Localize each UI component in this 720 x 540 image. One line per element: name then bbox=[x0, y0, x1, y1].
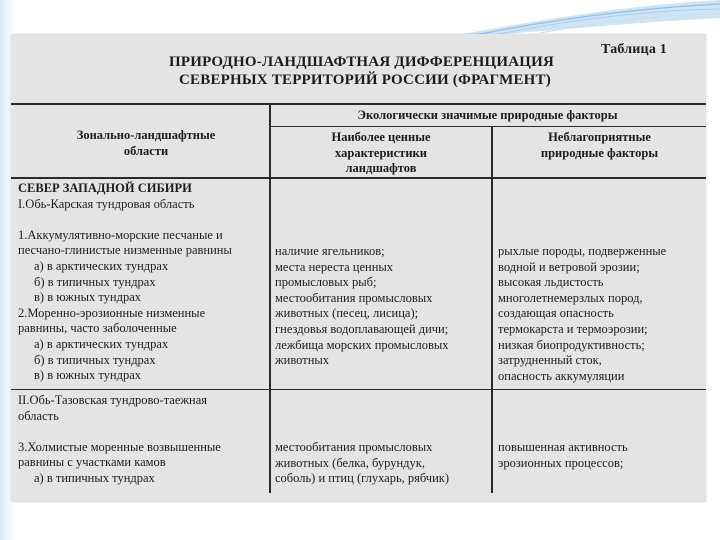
header-bottom-rule bbox=[11, 177, 706, 179]
header-col-adverse-line-2: природные факторы bbox=[540, 145, 659, 160]
adverse-1-line: термокарста и термоэрозии; bbox=[498, 321, 648, 336]
adverse-1-line: опасность аккумуляции bbox=[498, 368, 625, 383]
item-2-sub-b: б) в типичных тундрах bbox=[34, 352, 156, 367]
area-1-heading: I.Обь-Карская тундровая область bbox=[18, 196, 195, 211]
adverse-1-line: низкая биопродуктивность; bbox=[498, 337, 645, 352]
header-col-valuable bbox=[271, 130, 491, 177]
valuable-1-line: местообитания промысловых bbox=[275, 290, 433, 305]
valuable-2-line: животных (белка, бурундук, bbox=[275, 455, 425, 470]
item-3-sub-a: а) в типичных тундрах bbox=[34, 470, 155, 485]
item-1-sub-a: а) в арктических тундрах bbox=[34, 258, 169, 273]
section2-valuable-cell bbox=[275, 440, 449, 487]
scanned-table-page bbox=[11, 34, 706, 502]
header-col-adverse bbox=[493, 130, 706, 161]
item-2-sub-a: а) в арктических тундрах bbox=[34, 336, 169, 351]
header-col-zones bbox=[41, 128, 251, 159]
section2-adverse-cell bbox=[498, 440, 628, 471]
table-number: Таблица 1 bbox=[601, 42, 667, 57]
area-2-heading-line-2: область bbox=[18, 408, 59, 423]
adverse-1-line: водной и ветровой эрозии; bbox=[498, 259, 640, 274]
adverse-1-line: затрудненный сток, bbox=[498, 353, 602, 368]
valuable-1-line: гнездовья водоплавающей дичи; bbox=[275, 321, 449, 336]
valuable-2-line: местообитания промысловых bbox=[275, 440, 433, 454]
area-2-heading-line-1: II.Обь-Тазовская тундрово-таежная bbox=[18, 393, 208, 407]
adverse-1-line: создающая опасность bbox=[498, 306, 614, 321]
valuable-2-line: соболь) и птиц (глухарь, рябчик) bbox=[275, 471, 450, 486]
item-3-line-1: 3.Холмистые моренные возвышенные bbox=[18, 439, 221, 454]
valuable-1-line: животных bbox=[275, 353, 330, 368]
item-2-sub-c: в) в южных тундрах bbox=[34, 368, 141, 383]
item-1-sub-c: в) в южных тундрах bbox=[34, 290, 141, 305]
header-col-zones-line-1: Зонально-ландшафтные bbox=[76, 128, 216, 142]
valuable-1-line: промысловых рыб; bbox=[275, 275, 377, 290]
header-col-valuable-line-2: характеристики bbox=[335, 145, 427, 160]
item-2-line-2: равнины, часто заболоченные bbox=[18, 321, 177, 336]
table-title-line-1: ПРИРОДНО-ЛАНДШАФТНАЯ ДИФФЕРЕНЦИАЦИЯ bbox=[169, 54, 555, 70]
valuable-1-line: лежбища морских промысловых bbox=[275, 337, 449, 352]
item-3-line-2: равнины с участками камов bbox=[18, 455, 166, 470]
valuable-1-line: животных (песец, лисица); bbox=[275, 306, 419, 321]
header-col-adverse-line-1: Неблагоприятные bbox=[548, 130, 651, 144]
table-border-top bbox=[11, 103, 706, 105]
adverse-1-line: многолетнемерзлых пород, bbox=[498, 290, 643, 305]
section-divider bbox=[11, 389, 706, 390]
item-1-line-2: песчано-глинистые низменные равнины bbox=[18, 243, 232, 258]
header-group-factors: Экологически значимые природные факторы bbox=[357, 108, 618, 122]
header-col-zones-line-2: области bbox=[123, 143, 169, 158]
valuable-1-line: наличие ягельников; bbox=[275, 244, 385, 258]
item-1-sub-b: б) в типичных тундрах bbox=[34, 274, 156, 289]
section1-zones-cell bbox=[18, 181, 232, 384]
adverse-2-line: повышенная активность bbox=[498, 440, 628, 454]
valuable-1-line: места нереста ценных bbox=[275, 259, 394, 274]
adverse-1-line: рыхлые породы, подверженные bbox=[498, 244, 667, 258]
section2-zones-cell bbox=[18, 393, 221, 487]
section1-adverse-cell bbox=[498, 244, 666, 384]
header-col-valuable-line-3: ландшафтов bbox=[345, 161, 417, 176]
header-col-valuable-line-1: Наиболее ценные bbox=[331, 130, 431, 144]
adverse-2-line: эрозионных процессов; bbox=[498, 455, 624, 470]
column-divider-2 bbox=[491, 126, 493, 493]
table-title-line-2: СЕВЕРНЫХ ТЕРРИТОРИЙ РОССИИ (ФРАГМЕНТ) bbox=[179, 72, 551, 88]
item-2-line-1: 2.Моренно-эрозионные низменные bbox=[18, 305, 206, 320]
region-heading: СЕВЕР ЗАПАДНОЙ СИБИРИ bbox=[18, 181, 192, 195]
section1-valuable-cell bbox=[275, 244, 449, 369]
item-1-line-1: 1.Аккумулятивно-морские песчаные и bbox=[18, 227, 223, 242]
header-group-divider bbox=[269, 126, 706, 127]
adverse-1-line: высокая льдистость bbox=[498, 275, 604, 290]
